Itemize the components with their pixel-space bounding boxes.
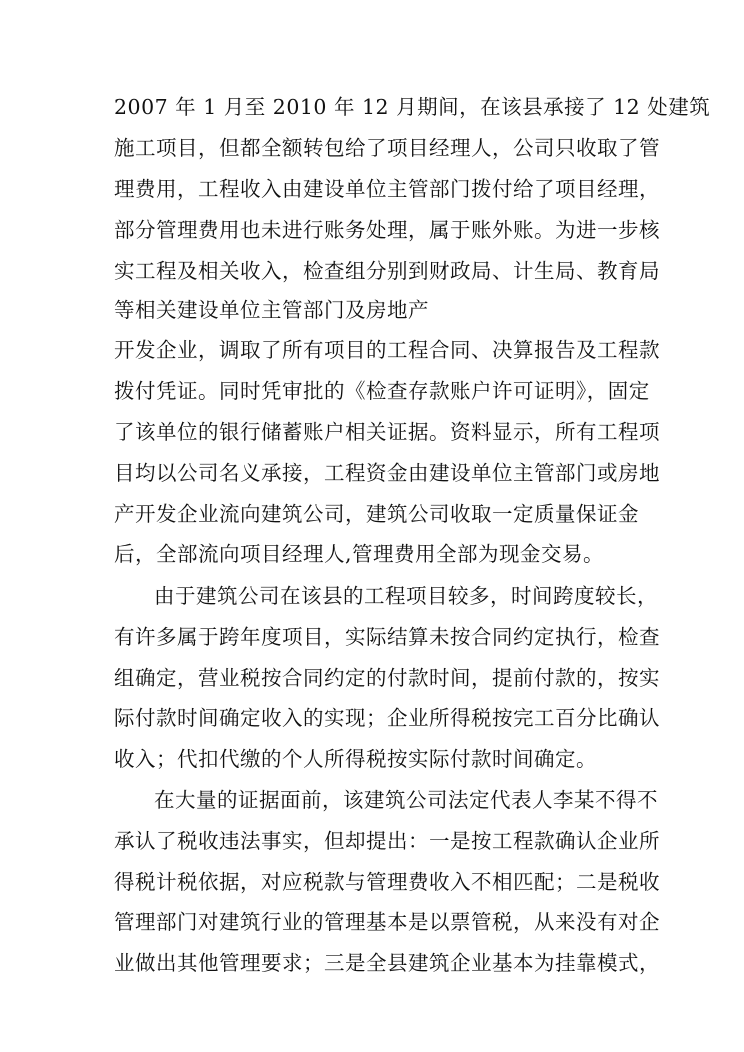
text-line: 部分管理费用也未进行账务处理，属于账外账。为进一步核 <box>114 218 660 242</box>
text-line: 开发企业，调取了所有项目的工程合同、决算报告及工程款 <box>114 338 660 362</box>
text-line: 由于建筑公司在该县的工程项目较多，时间跨度较长， <box>154 584 658 608</box>
text-line: 后，全部流向项目经理人,管理费用全部为现金交易。 <box>114 542 605 566</box>
text-line: 际付款时间确定收入的实现；企业所得税按完工百分比确认 <box>114 706 660 730</box>
text-line: 目均以公司名义承接，工程资金由建设单位主管部门或房地 <box>114 461 660 485</box>
text-line: 了该单位的银行储蓄账户相关证据。资料显示，所有工程项 <box>114 420 660 444</box>
text-line: 实工程及相关收入，检查组分别到财政局、计生局、教育局 <box>114 259 660 283</box>
text-line: 在大量的证据面前，该建筑公司法定代表人李某不得不 <box>154 788 658 812</box>
text-line: 理费用，工程收入由建设单位主管部门拨付给了项目经理， <box>114 177 660 201</box>
text-line: 收入；代扣代缴的个人所得税按实际付款时间确定。 <box>114 747 597 771</box>
text-line: 施工项目，但都全额转包给了项目经理人，公司只收取了管 <box>114 136 660 160</box>
text-line: 有许多属于跨年度项目，实际结算未按合同约定执行，检查 <box>114 625 660 649</box>
text-line: 2007 年 1 月至 2010 年 12 月期间，在该县承接了 12 处建筑 <box>114 95 711 119</box>
text-line: 等相关建设单位主管部门及房地产 <box>114 298 429 322</box>
text-line: 承认了税收违法事实，但却提出：一是按工程款确认企业所 <box>114 829 660 853</box>
text-line: 组确定，营业税按合同约定的付款时间，提前付款的，按实 <box>114 666 660 690</box>
text-line: 得税计税依据，对应税款与管理费收入不相匹配；二是税收 <box>114 870 660 894</box>
text-line: 产开发企业流向建筑公司，建筑公司收取一定质量保证金 <box>114 502 639 526</box>
text-line: 管理部门对建筑行业的管理基本是以票管税，从来没有对企 <box>114 910 660 934</box>
text-line: 拨付凭证。同时凭审批的《检查存款账户许可证明》，固定 <box>114 379 650 403</box>
text-line: 业做出其他管理要求；三是全县建筑企业基本为挂靠模式， <box>114 951 660 975</box>
